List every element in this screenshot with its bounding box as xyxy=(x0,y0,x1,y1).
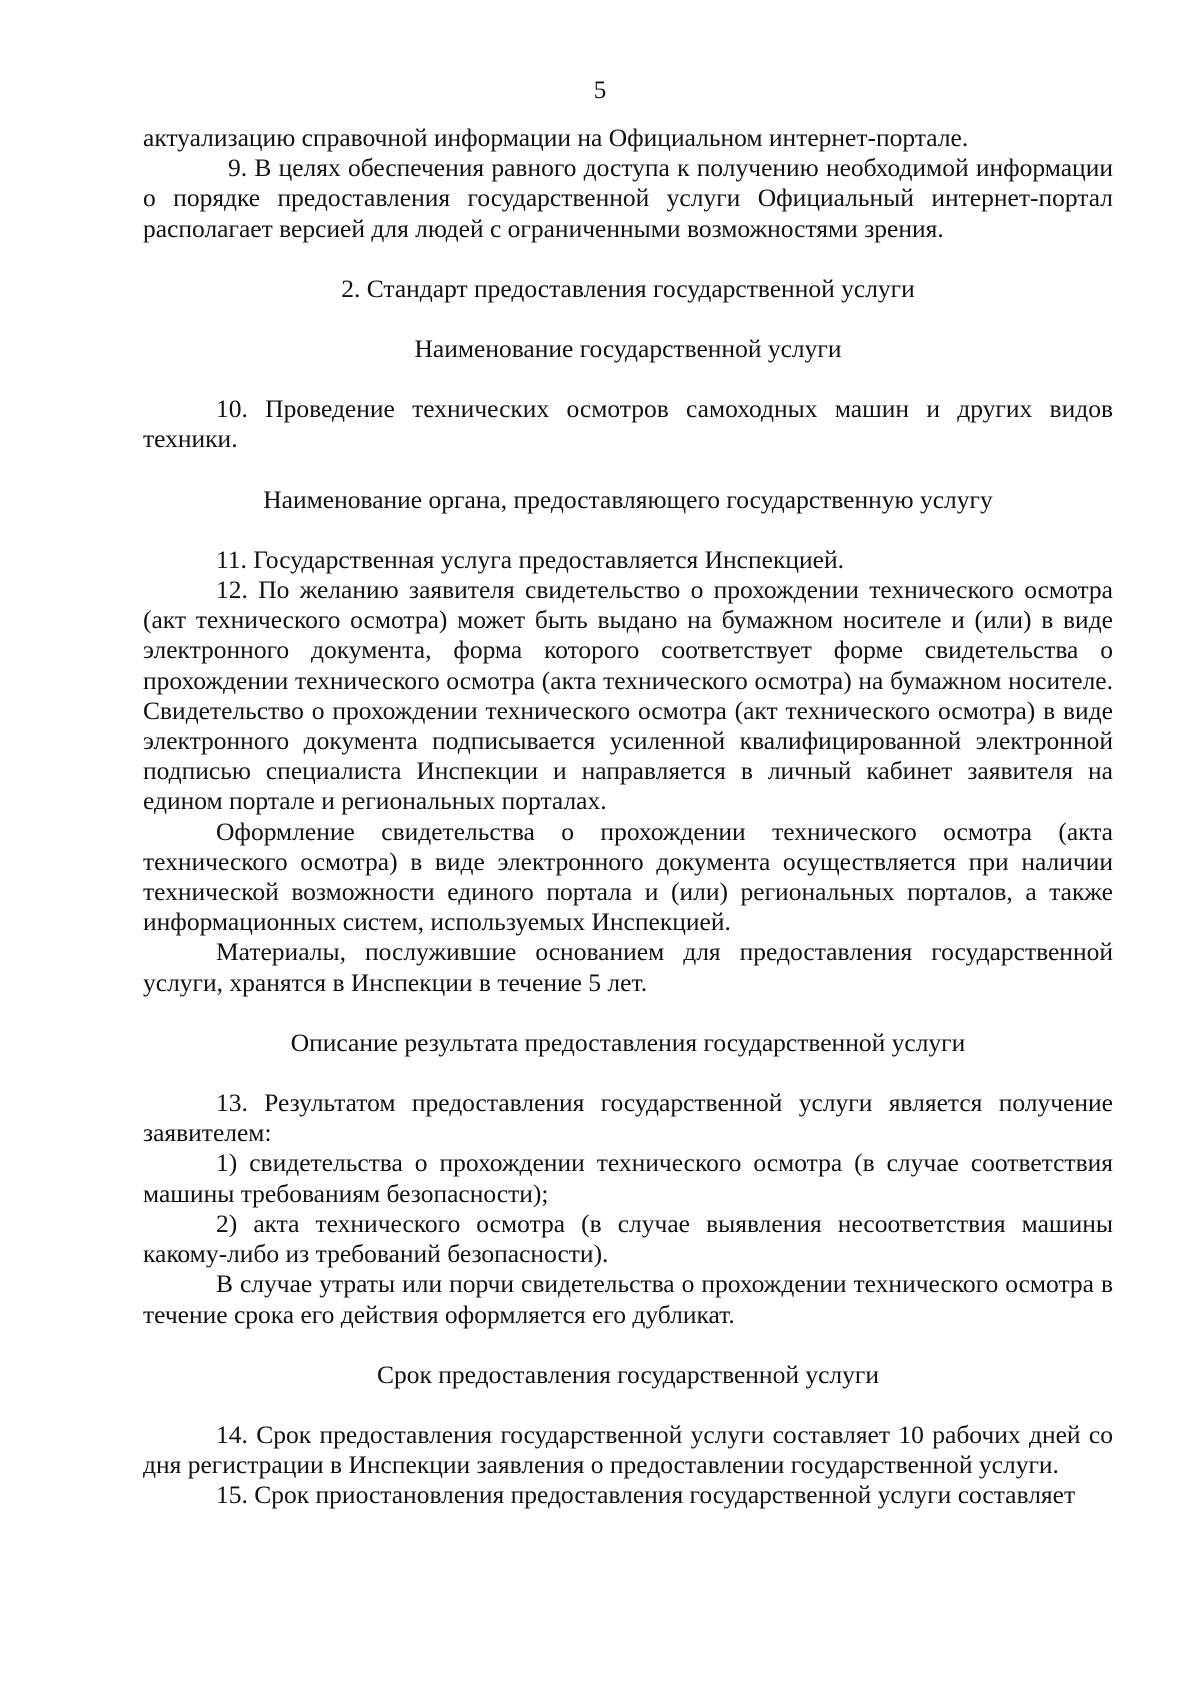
paragraph-continuation: актуализацию справочной информации на Официальном интернет-портале. xyxy=(143,123,969,152)
paragraph-13-duplicate: В случае утраты или порчи свидетельства о прохождении технического осмотра в течение срока его действия оформляется его дубликат. xyxy=(143,1269,1113,1329)
section-heading-2: 2. Стандарт предоставления государственной услуги xyxy=(341,273,915,303)
paragraph-15: 15. Срок приостановления предоставления государственной услуги составляет xyxy=(216,1480,1076,1510)
paragraph-11: 11. Государственная услуга предоставляется Инспекцией. xyxy=(216,544,844,574)
paragraph-14: 14. Срок предоставления государственной услуги составляет 10 рабочих дней со дня регистрации в Инспекции заявления о предоставлении государственной услуги. xyxy=(143,1419,1113,1480)
subheading-term: Срок предоставления государственной услуги xyxy=(376,1359,879,1389)
page-number: 5 xyxy=(593,77,607,104)
subheading-service-name: Наименование государственной услуги xyxy=(414,334,842,364)
paragraph-9: 9. В целях обеспечения равного доступа к получению необходимой информации о порядке предоставления государственной услуги Официальный интернет-портал располагает версией для людей с ограниченными возможностями зрения. xyxy=(143,153,1113,243)
paragraph-12-materials: Материалы, послужившие основанием для предоставления государственной услуги, хранятся в Инспекции в течение 5 лет. xyxy=(143,937,1113,997)
paragraph-12: 12. По желанию заявителя свидетельство о прохождении технического осмотра (акт технического осмотра) может быть выдано на бумажном носителе и (или) в виде электронного документа, форма которого соответствует форме свидетельства о прохождении технического осмотра (акта технического осмотра) на бумажном носителе. Свидетельство о прохождении технического осмотра (акт технического осмотра) в виде электронного документа подписывается усиленной квалифицированной электронной подписью специалиста Инспекции и направляется в личный кабинет заявителя на едином портале и региональных порталах. xyxy=(143,575,1113,816)
document-body xyxy=(143,123,1113,1511)
subheading-result: Описание результата предоставления государственной услуги xyxy=(290,1027,966,1057)
paragraph-13-item-1: 1) свидетельства о прохождении технического осмотра (в случае соответствия машины требованиям безопасности); xyxy=(143,1148,1113,1208)
paragraph-13: 13. Результатом предоставления государственной услуги является получение заявителем: xyxy=(143,1088,1113,1148)
paragraph-13-item-2: 2) акта технического осмотра (в случае выявления несоответствия машины какому-либо из требований безопасности). xyxy=(143,1208,1113,1269)
paragraph-12-electronic: Оформление свидетельства о прохождении технического осмотра (акта технического осмотра) в виде электронного документа осуществляется при наличии технической возможности единого портала и (или) региональных порталов, а также информационных систем, используемых Инспекцией. xyxy=(143,816,1113,937)
paragraph-10: 10. Проведение технических осмотров самоходных машин и других видов техники. xyxy=(143,394,1113,454)
subheading-authority-name: Наименование органа, предоставляющего государственную услугу xyxy=(263,484,993,514)
